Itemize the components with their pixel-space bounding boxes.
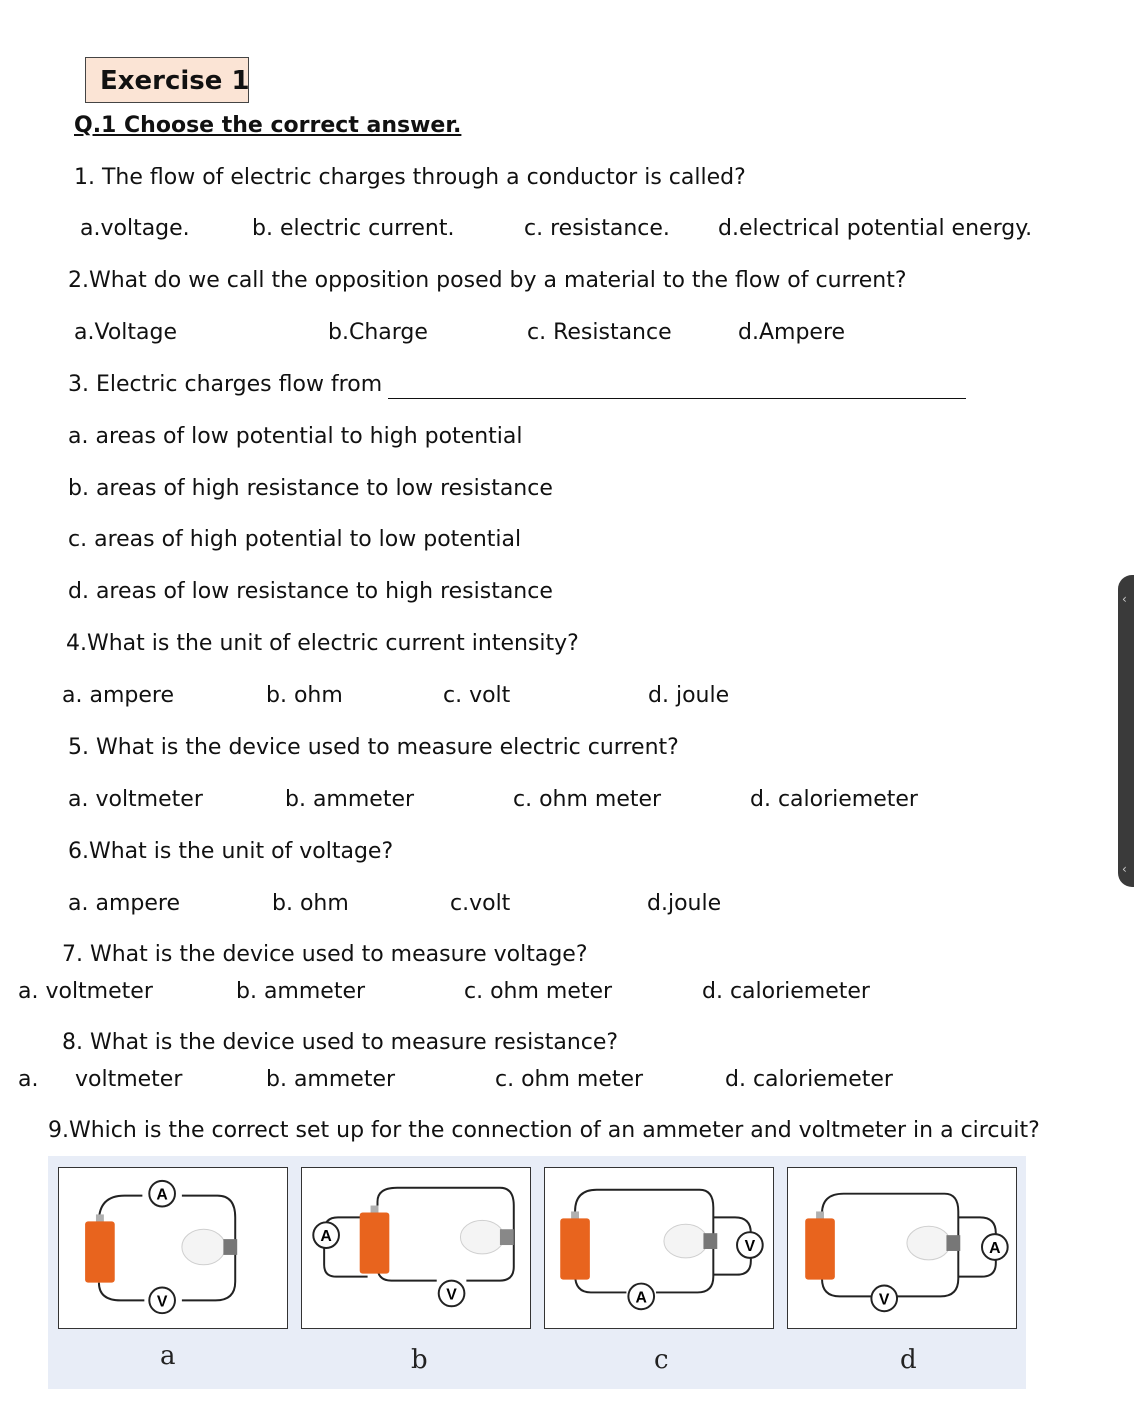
ammeter-icon [982, 1234, 1008, 1260]
q6-option-b: b. ohm [272, 891, 349, 916]
battery-icon [85, 1214, 115, 1282]
ammeter-label: A [989, 1239, 1001, 1257]
circuit-b-diagram [302, 1168, 530, 1328]
question-heading: Q.1 Choose the correct answer. [74, 113, 462, 138]
voltmeter-icon [149, 1288, 175, 1314]
exercise-title-box [85, 57, 249, 103]
circuit-a [58, 1167, 288, 1329]
circuit-figure-panel [48, 1156, 1026, 1389]
voltmeter-icon [439, 1281, 465, 1307]
q8-option-c: c. ohm meter [495, 1067, 644, 1092]
q4-option-c: c. volt [443, 683, 511, 708]
q1-prompt: 1. The flow of electric charges through a conductor is called? [74, 165, 746, 190]
q6-option-c: c.volt [450, 891, 511, 916]
battery-icon [560, 1211, 590, 1279]
q3-option-d: d. areas of low resistance to high resistance [68, 579, 553, 604]
q9-prompt: 9.Which is the correct set up for the connection of an ammeter and voltmeter in a circuit? [48, 1118, 1040, 1143]
figure-label-d: d [900, 1345, 917, 1375]
light-bulb-icon [182, 1229, 237, 1265]
q7-option-b: b. ammeter [236, 979, 366, 1004]
scroll-down-icon[interactable]: ‹ [1122, 862, 1127, 876]
vertical-scrollbar[interactable] [1118, 575, 1134, 887]
q3-option-a: a. areas of low potential to high potential [68, 424, 523, 449]
ammeter-label: A [156, 1186, 168, 1204]
q6-option-a: a. ampere [68, 891, 180, 916]
q4-option-a: a. ampere [62, 683, 174, 708]
circuit-b [301, 1167, 531, 1329]
battery-icon [360, 1206, 390, 1274]
q7-option-c: c. ohm meter [464, 979, 613, 1004]
light-bulb-icon [460, 1220, 513, 1254]
ammeter-icon [149, 1181, 175, 1207]
q8-option-d: d. caloriemeter [725, 1067, 893, 1092]
voltmeter-label: V [446, 1286, 457, 1304]
q2-prompt: 2.What do we call the opposition posed by a material to the flow of current? [68, 268, 907, 293]
q6-prompt: 6.What is the unit of voltage? [68, 839, 394, 864]
q5-option-d: d. caloriemeter [750, 787, 918, 812]
q3-answer-blank [388, 398, 966, 399]
q1-option-b: b. electric current. [252, 216, 455, 241]
q8-option-b: b. ammeter [266, 1067, 396, 1092]
circuit-a-diagram [59, 1168, 287, 1328]
q8-prompt: 8. What is the device used to measure resistance? [62, 1030, 619, 1055]
scroll-up-icon[interactable]: ‹ [1122, 592, 1127, 606]
voltmeter-icon [737, 1232, 763, 1258]
figure-label-b: b [411, 1345, 428, 1375]
exercise-title: Exercise 1 [100, 66, 250, 96]
q6-option-d: d.joule [647, 891, 722, 916]
voltmeter-icon [871, 1286, 897, 1312]
circuit-c [544, 1167, 774, 1329]
q2-option-c: c. Resistance [527, 320, 672, 345]
voltmeter-label: V [878, 1291, 890, 1309]
q2-option-d: d.Ampere [738, 320, 846, 345]
q2-option-a: a.Voltage [74, 320, 177, 345]
q4-option-d: d. joule [648, 683, 730, 708]
figure-label-a: a [160, 1341, 176, 1371]
q5-option-a: a. voltmeter [68, 787, 203, 812]
q3-prompt: 3. Electric charges flow from [68, 372, 383, 397]
q4-option-b: b. ohm [266, 683, 343, 708]
ammeter-icon [628, 1284, 654, 1310]
q3-option-b: b. areas of high resistance to low resistance [68, 476, 553, 501]
q5-option-b: b. ammeter [285, 787, 415, 812]
ammeter-label: A [635, 1289, 647, 1307]
ammeter-label: A [320, 1228, 332, 1246]
voltmeter-label: V [744, 1237, 756, 1255]
light-bulb-icon [907, 1226, 960, 1260]
circuit-c-diagram [545, 1168, 773, 1328]
battery-icon [805, 1211, 835, 1279]
q8-option-a-marker: a. [18, 1067, 39, 1092]
q7-prompt: 7. What is the device used to measure voltage? [62, 942, 588, 967]
q1-option-d: d.electrical potential energy. [718, 216, 1033, 241]
q8-option-a: voltmeter [75, 1067, 183, 1092]
ammeter-icon [313, 1222, 339, 1248]
light-bulb-icon [664, 1224, 717, 1258]
voltmeter-label: V [156, 1293, 168, 1311]
q1-option-c: c. resistance. [524, 216, 670, 241]
circuit-d-diagram [788, 1168, 1016, 1328]
q1-option-a: a.voltage. [80, 216, 190, 241]
q5-prompt: 5. What is the device used to measure electric current? [68, 735, 679, 760]
q2-option-b: b.Charge [328, 320, 428, 345]
circuit-d [787, 1167, 1017, 1329]
q7-option-d: d. caloriemeter [702, 979, 870, 1004]
q7-option-a: a. voltmeter [18, 979, 153, 1004]
q4-prompt: 4.What is the unit of electric current intensity? [66, 631, 579, 656]
figure-label-c: c [654, 1345, 669, 1375]
q3-option-c: c. areas of high potential to low potential [68, 527, 522, 552]
q5-option-c: c. ohm meter [513, 787, 662, 812]
